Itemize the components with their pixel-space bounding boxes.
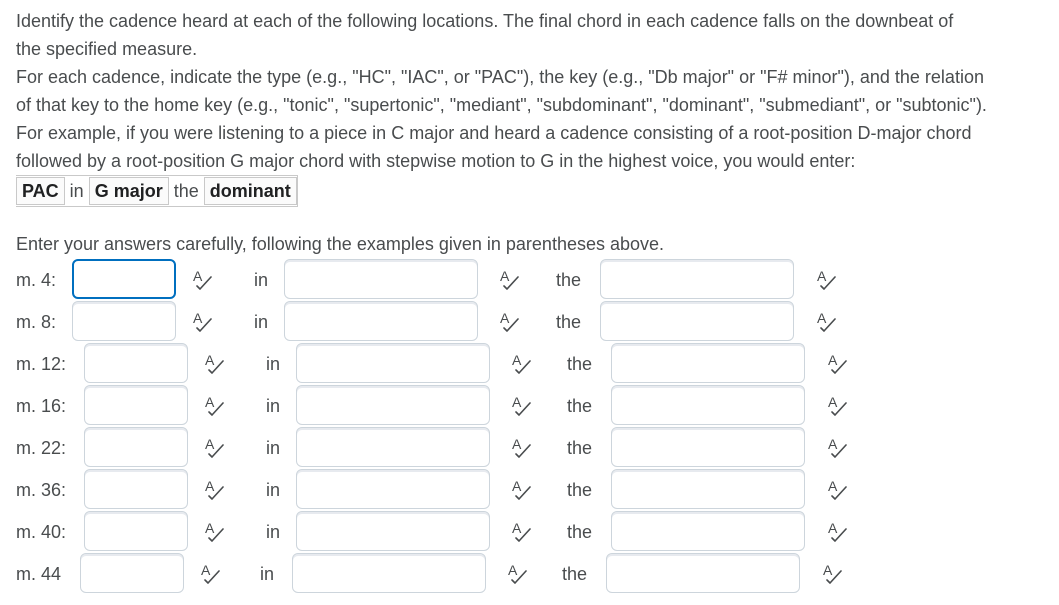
- spell-check-icon[interactable]: [815, 268, 837, 290]
- key-input[interactable]: [296, 427, 490, 467]
- svg-text:A: A: [201, 562, 211, 578]
- svg-text:A: A: [828, 352, 838, 368]
- the-label: the: [567, 522, 593, 542]
- key-input[interactable]: [284, 259, 478, 299]
- answer-row: [0, 469, 1059, 511]
- measure-label: m. 16:: [16, 396, 67, 416]
- relation-input[interactable]: [606, 553, 800, 593]
- the-label: the: [567, 480, 593, 500]
- answer-row: [0, 301, 1059, 343]
- relation-input[interactable]: [611, 385, 805, 425]
- svg-text:A: A: [205, 436, 215, 452]
- svg-text:A: A: [828, 478, 838, 494]
- intro-line: For example, if you were listening to a piece in C major and heard a cadence consisting of a root-position D-major chord: [16, 123, 972, 143]
- svg-text:A: A: [512, 394, 522, 410]
- answer-row: [0, 385, 1059, 427]
- spell-check-icon[interactable]: [510, 520, 532, 542]
- svg-text:A: A: [828, 394, 838, 410]
- in-label: in: [266, 480, 281, 500]
- intro-line: followed by a root-position G major chord with stepwise motion to G in the highest voice, you would enter:: [16, 151, 856, 171]
- spell-check-icon[interactable]: [203, 394, 225, 416]
- svg-text:A: A: [817, 268, 827, 284]
- the-label: the: [562, 564, 588, 584]
- svg-text:A: A: [205, 352, 215, 368]
- intro-line: the specified measure.: [16, 39, 198, 59]
- cadence-type-input[interactable]: [72, 301, 176, 341]
- svg-text:A: A: [828, 520, 838, 536]
- spell-check-icon[interactable]: [826, 394, 848, 416]
- example-type: PAC: [16, 177, 65, 205]
- example-in-word: in: [69, 181, 84, 201]
- spell-check-icon[interactable]: [498, 268, 520, 290]
- svg-text:A: A: [512, 478, 522, 494]
- key-input[interactable]: [292, 553, 486, 593]
- answer-row: [0, 343, 1059, 385]
- measure-label: m. 12:: [16, 354, 67, 374]
- spell-check-icon[interactable]: [510, 436, 532, 458]
- spell-check-icon[interactable]: [203, 436, 225, 458]
- spell-check-icon[interactable]: [821, 562, 843, 584]
- key-input[interactable]: [296, 343, 490, 383]
- example-key: G major: [89, 177, 169, 205]
- in-label: in: [266, 522, 281, 542]
- spell-check-icon[interactable]: [826, 352, 848, 374]
- measure-label: m. 36:: [16, 480, 67, 500]
- measure-label: m. 40:: [16, 522, 67, 542]
- key-input[interactable]: [296, 469, 490, 509]
- the-label: the: [556, 270, 582, 290]
- key-input[interactable]: [296, 511, 490, 551]
- spell-check-icon[interactable]: [203, 352, 225, 374]
- intro-line: For each cadence, indicate the type (e.g., "HC", "IAC", or "PAC"), the key (e.g., "Db major" or "F# minor"), and the relation: [16, 67, 984, 87]
- cadence-type-input[interactable]: [84, 469, 188, 509]
- example-answer: [16, 175, 298, 207]
- in-label: in: [254, 312, 269, 332]
- relation-input[interactable]: [611, 427, 805, 467]
- svg-text:A: A: [193, 310, 203, 326]
- measure-label: m. 22:: [16, 438, 67, 458]
- in-label: in: [266, 396, 281, 416]
- relation-input[interactable]: [600, 301, 794, 341]
- cadence-type-input[interactable]: [84, 343, 188, 383]
- spell-check-icon[interactable]: [826, 478, 848, 500]
- spell-check-icon[interactable]: [510, 394, 532, 416]
- spell-check-icon[interactable]: [191, 268, 213, 290]
- spell-check-icon[interactable]: [815, 310, 837, 332]
- example-the-word: the: [173, 181, 199, 201]
- answer-row: [0, 553, 1059, 595]
- svg-text:A: A: [823, 562, 833, 578]
- intro-line: Identify the cadence heard at each of the following locations. The final chord in each cadence falls on the downbeat of: [16, 11, 954, 31]
- the-label: the: [556, 312, 582, 332]
- answer-row: [0, 259, 1059, 301]
- the-label: the: [567, 396, 593, 416]
- measure-label: m. 4:: [16, 270, 57, 290]
- spell-check-icon[interactable]: [826, 436, 848, 458]
- the-label: the: [567, 438, 593, 458]
- in-label: in: [266, 438, 281, 458]
- svg-text:A: A: [193, 268, 203, 284]
- spell-check-icon[interactable]: [510, 352, 532, 374]
- spell-check-icon[interactable]: [506, 562, 528, 584]
- cadence-type-input[interactable]: [84, 385, 188, 425]
- key-input[interactable]: [284, 301, 478, 341]
- cadence-type-input[interactable]: [84, 427, 188, 467]
- svg-text:A: A: [205, 520, 215, 536]
- svg-text:A: A: [512, 520, 522, 536]
- svg-text:A: A: [508, 562, 518, 578]
- answer-row: [0, 427, 1059, 469]
- svg-text:A: A: [817, 310, 827, 326]
- cadence-type-input[interactable]: [80, 553, 184, 593]
- example-relation: dominant: [204, 177, 297, 205]
- intro-line: of that key to the home key (e.g., "tonic", "supertonic", "mediant", "subdominant", "dominant", "submediant", or "subtonic").: [16, 95, 987, 115]
- cadence-type-input[interactable]: [84, 511, 188, 551]
- relation-input[interactable]: [600, 259, 794, 299]
- cadence-type-input[interactable]: [72, 259, 176, 299]
- svg-text:A: A: [500, 310, 510, 326]
- measure-label: m. 44: [16, 564, 62, 584]
- in-label: in: [254, 270, 269, 290]
- relation-input[interactable]: [611, 511, 805, 551]
- svg-text:A: A: [205, 478, 215, 494]
- spell-check-icon[interactable]: [826, 520, 848, 542]
- spell-check-icon[interactable]: [510, 478, 532, 500]
- relation-input[interactable]: [611, 469, 805, 509]
- the-label: the: [567, 354, 593, 374]
- in-label: in: [266, 354, 281, 374]
- spell-check-icon[interactable]: [199, 562, 221, 584]
- svg-text:A: A: [205, 394, 215, 410]
- in-label: in: [260, 564, 275, 584]
- svg-text:A: A: [500, 268, 510, 284]
- spell-check-icon[interactable]: [203, 478, 225, 500]
- svg-text:A: A: [512, 352, 522, 368]
- spell-check-icon[interactable]: [498, 310, 520, 332]
- instructions: Enter your answers carefully, following the examples given in parentheses above.: [16, 234, 665, 254]
- spell-check-icon[interactable]: [191, 310, 213, 332]
- answer-row: [0, 511, 1059, 553]
- question-text: [16, 7, 1056, 175]
- svg-text:A: A: [512, 436, 522, 452]
- measure-label: m. 8:: [16, 312, 57, 332]
- spell-check-icon[interactable]: [203, 520, 225, 542]
- relation-input[interactable]: [611, 343, 805, 383]
- key-input[interactable]: [296, 385, 490, 425]
- svg-text:A: A: [828, 436, 838, 452]
